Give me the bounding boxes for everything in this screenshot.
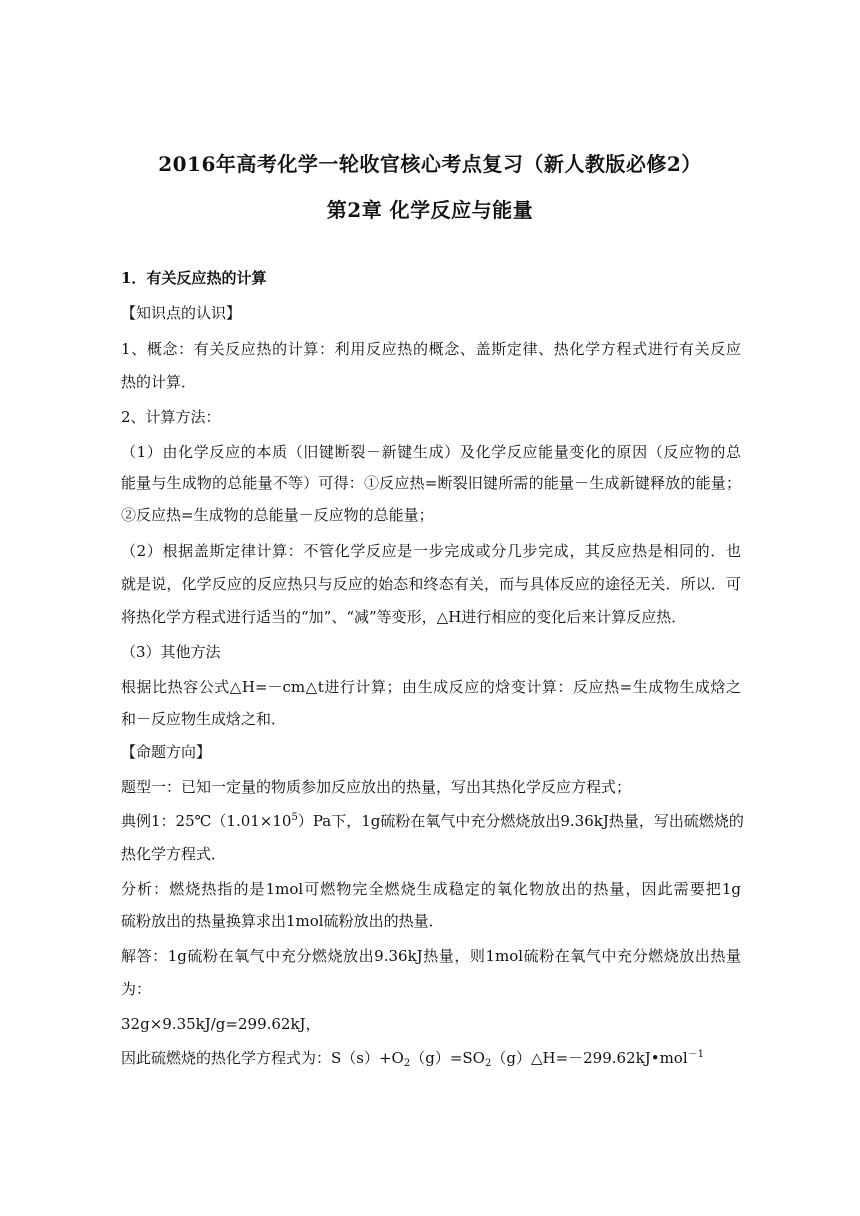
paragraph-line: 2、计算方法： bbox=[121, 408, 221, 426]
paragraph-line: ②反应热=生成物的总能量－反应物的总能量； bbox=[121, 506, 434, 524]
paragraph-line: （3）其他方法 bbox=[121, 643, 221, 661]
paragraph-line: 解答：1g硫粉在氧气中充分燃烧放出9.36kJ热量，则1mol硫粉在氧气中充分燃烧放出热量 bbox=[121, 947, 741, 965]
knowledge-heading: 【知识点的认识】 bbox=[121, 304, 242, 322]
example-line: 典例1：$25℃(1.01\times 10^5)Pa$下，1g硫粉在氧气中充分燃烧放出9.36kJ热量，写出硫燃烧的 bbox=[121, 812, 744, 830]
paragraph-line: （1）由化学反应的本质（旧键断裂－新键生成）及化学反应能量变化的原因（反应物的总 bbox=[121, 443, 741, 461]
paragraph-line: 分析：燃烧热指的是1mol可燃物完全燃烧生成稳定的氧化物放出的热量，因此需要把1g bbox=[121, 880, 741, 898]
paragraph-line: 为： bbox=[121, 980, 152, 998]
paragraph-line: 热的计算． bbox=[121, 373, 197, 391]
paragraph-line: 硫粉放出的热量换算求出1mol硫粉放出的热量． bbox=[121, 912, 444, 930]
paragraph-line: 将热化学方程式进行适当的“加”、“减”等变形，△H进行相应的变化后来计算反应热． bbox=[121, 608, 687, 626]
paragraph-line: （2）根据盖斯定律计算：不管化学反应是一步完成或分几步完成，其反应热是相同的．也 bbox=[121, 542, 741, 560]
equation-line: 因此硫燃烧的热化学方程式为：$S(s)+O_2(g)=SO_2(g)\triangle H=-299.62kJ•mol^{-1}$ bbox=[121, 1049, 704, 1069]
paragraph-line: 根据比热容公式△H=－cm△t进行计算；由生成反应的焓变计算：反应热=生成物生成焓之 bbox=[121, 678, 741, 696]
paragraph-line: 能量与生成物的总能量不等）可得：①反应热=断裂旧键所需的能量－生成新键释放的能量； bbox=[121, 474, 741, 492]
paragraph-line: 题型一：已知一定量的物质参加反应放出的热量，写出其热化学反应方程式； bbox=[121, 778, 632, 796]
paragraph-line: 热化学方程式． bbox=[121, 845, 227, 863]
paragraph-line: 1、概念：有关反应热的计算：利用反应热的概念、盖斯定律、热化学方程式进行有关反应 bbox=[121, 340, 741, 358]
paragraph-line: 就是说，化学反应的反应热只与反应的始态和终态有关，而与具体反应的途径无关．所以．可 bbox=[121, 575, 741, 593]
document-title: 2016年高考化学一轮收官核心考点复习（新人教版必修2） bbox=[158, 152, 702, 176]
paragraph-line: 和－反应物生成焓之和． bbox=[121, 710, 287, 728]
direction-heading: 【命题方向】 bbox=[121, 743, 212, 761]
section-heading: 1．有关反应热的计算 bbox=[121, 269, 267, 287]
paragraph-line: 32g×9.35kJ/g=299.62kJ， bbox=[121, 1015, 321, 1033]
chapter-title: 第2章 化学反应与能量 bbox=[326, 198, 534, 222]
